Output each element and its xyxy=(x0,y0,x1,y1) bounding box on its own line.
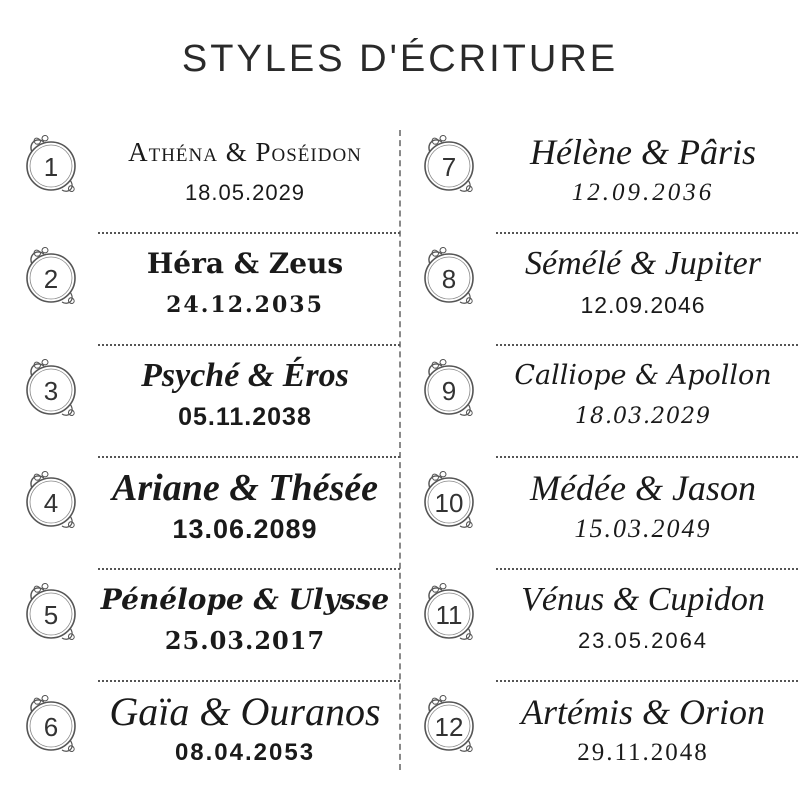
style-entry-4 xyxy=(20,458,400,570)
floral-wreath-icon xyxy=(22,354,84,420)
wedding-date: 12.09.2046 xyxy=(580,292,706,318)
couple-names: Artémis & Orion xyxy=(520,692,765,732)
style-number: 1 xyxy=(43,152,59,182)
couple-names: Hélène & Pâris xyxy=(530,132,756,172)
page-title: STYLES D'ÉCRITURE xyxy=(181,38,619,80)
couple-names: Pénélope & Ulysse xyxy=(100,583,390,616)
couple-names: Sémélé & Jupiter xyxy=(524,245,762,282)
wedding-date: 05.11.2038 xyxy=(178,403,312,431)
floral-wreath-icon xyxy=(420,578,482,644)
wedding-date: 29.11.2048 xyxy=(577,739,709,766)
floral-wreath-icon xyxy=(22,242,84,308)
floral-wreath-icon xyxy=(420,354,482,420)
style-entry-12 xyxy=(418,682,798,794)
floral-wreath-icon xyxy=(22,130,84,196)
style-number: 11 xyxy=(435,600,463,630)
style-entry-3 xyxy=(20,346,400,458)
floral-wreath-icon xyxy=(420,242,482,308)
couple-names: Psyché & Éros xyxy=(141,357,349,394)
couple-names: Héra & Zeus xyxy=(146,247,344,280)
wedding-date: 23.05.2064 xyxy=(577,628,709,653)
style-number: 5 xyxy=(43,600,59,630)
floral-wreath-icon xyxy=(420,130,482,196)
style-entry-7 xyxy=(418,122,798,234)
style-number: 6 xyxy=(43,712,59,742)
style-entry-10 xyxy=(418,458,798,570)
wedding-date: 24.12.2035 xyxy=(166,292,324,318)
couple-names: Vénus & Cupidon xyxy=(521,581,765,618)
floral-wreath-icon xyxy=(22,578,84,644)
couple-names: Médée & Jason xyxy=(530,468,756,508)
wedding-date: 08.04.2053 xyxy=(174,739,316,766)
style-entry-11 xyxy=(418,570,798,682)
style-entry-8 xyxy=(418,234,798,346)
couple-names: Calliope & Apollon xyxy=(514,360,772,391)
style-number: 4 xyxy=(43,488,59,518)
style-entry-5 xyxy=(20,570,400,682)
floral-wreath-icon xyxy=(22,690,84,756)
style-number: 7 xyxy=(441,152,457,182)
wedding-date: 18.03.2029 xyxy=(575,404,711,429)
couple-names: Athéna & Poséidon xyxy=(128,137,362,167)
right-column xyxy=(418,122,798,794)
style-number: 9 xyxy=(441,376,457,406)
couple-names: Gaïa & Ouranos xyxy=(109,689,381,734)
wedding-date: 25.03.2017 xyxy=(164,626,326,655)
left-column xyxy=(20,122,400,794)
style-number: 10 xyxy=(434,488,464,518)
style-entry-9 xyxy=(418,346,798,458)
floral-wreath-icon xyxy=(22,466,84,532)
style-entry-6 xyxy=(20,682,400,794)
wedding-date: 13.06.2089 xyxy=(172,514,318,544)
style-entry-2 xyxy=(20,234,400,346)
style-entry-1 xyxy=(20,122,400,234)
style-number: 3 xyxy=(43,376,59,406)
couple-names: Ariane & Thésée xyxy=(112,467,378,509)
style-number: 8 xyxy=(441,264,457,294)
floral-wreath-icon xyxy=(420,466,482,532)
wedding-date: 12.09.2036 xyxy=(571,179,715,206)
style-number: 2 xyxy=(43,264,59,294)
style-number: 12 xyxy=(434,712,464,742)
wedding-date: 18.05.2029 xyxy=(184,180,306,205)
floral-wreath-icon xyxy=(420,690,482,756)
wedding-date: 15.03.2049 xyxy=(574,514,712,543)
